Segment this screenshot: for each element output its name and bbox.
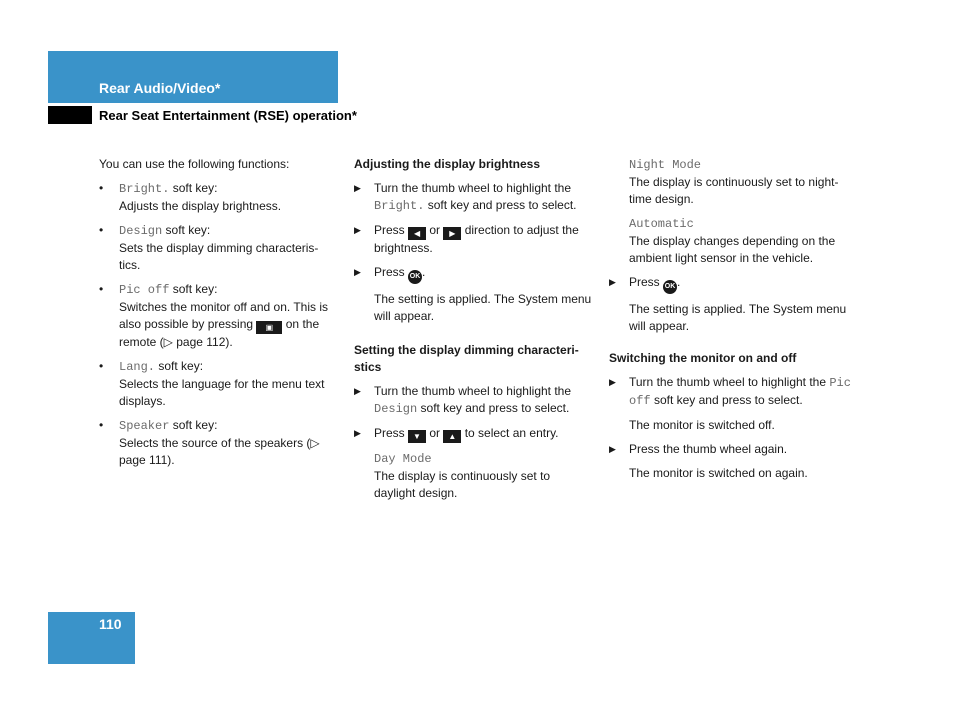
- softkey-name: Design: [374, 402, 418, 416]
- heading-dimming: Setting the display dimming characteri-stics: [354, 343, 579, 374]
- list-item: • Pic off soft key: Switches the monitor off and on. This is also possible by pressing ▣ on the remote (▷ page 112).: [99, 282, 328, 349]
- step-item: ▶ Turn the thumb wheel to highlight the Bright. soft key and press to select.: [354, 181, 577, 213]
- up-key-icon: ▲: [443, 430, 461, 443]
- item-description: Adjusts the display brightness.: [119, 199, 282, 213]
- section-subtitle: Rear Seat Entertainment (RSE) operation*: [99, 108, 357, 123]
- arrow-icon: ▶: [354, 267, 361, 277]
- page-number: 110: [99, 616, 122, 632]
- arrow-icon: ▶: [354, 428, 361, 438]
- option-description: The display changes depending on the ambient light sensor in the vehicle.: [629, 234, 836, 265]
- softkey-name: Design: [119, 224, 163, 238]
- bullet-icon: •: [99, 282, 104, 296]
- softkey-name: Lang.: [119, 360, 156, 374]
- step-item: ▶ Press ▼ or ▲ to select an entry.: [354, 426, 559, 441]
- entry-option: [609, 215, 854, 267]
- option-description: The display is continuously set to daylight design.: [374, 469, 551, 500]
- softkey-name: Bright.: [374, 199, 425, 213]
- bullet-icon: •: [99, 418, 104, 432]
- step-item: ▶ Press OK .: [354, 264, 594, 284]
- ok-button-icon: OK: [408, 270, 422, 284]
- list-item: • Speaker soft key: Selects the source of the speakers (▷ page 111).: [99, 418, 320, 467]
- left-key-icon: ◀: [408, 227, 426, 240]
- arrow-icon: ▶: [354, 225, 361, 235]
- item-description: Selects the source of the speakers (▷ page 111).: [119, 436, 320, 467]
- step-item: ▶ Press the thumb wheel again.: [609, 442, 788, 456]
- step-item: ▶ Press OK .: [609, 274, 854, 294]
- intro-text: You can use the following functions:: [99, 157, 290, 171]
- bullet-icon: •: [99, 181, 104, 195]
- heading-brightness: Adjusting the display brightness: [354, 157, 541, 171]
- step-result: The setting is applied. The System menu will appear.: [374, 292, 592, 323]
- list-item: • Bright. soft key: Adjusts the display brightness.: [99, 181, 282, 213]
- softkey-name: Bright.: [119, 182, 170, 196]
- item-description: Switches the monitor off and on. This is also possible by pressing: [119, 300, 328, 331]
- arrow-icon: ▶: [609, 377, 616, 387]
- monitor-button-icon: ▣: [256, 321, 282, 334]
- softkey-name: Speaker: [119, 419, 170, 433]
- list-item: • Lang. soft key: Selects the language for the menu text displays.: [99, 359, 325, 408]
- heading-switching: Switching the monitor on and off: [609, 351, 797, 365]
- step-result: The setting is applied. The System menu will appear.: [629, 302, 847, 333]
- arrow-icon: ▶: [609, 444, 616, 454]
- down-key-icon: ▼: [408, 430, 426, 443]
- softkey-name: Pic off: [629, 376, 851, 408]
- step-item: ▶ Turn the thumb wheel to highlight the Pic off soft key and press to select.: [609, 375, 851, 408]
- option-name: Day Mode: [374, 452, 432, 466]
- section-title: Rear Audio/Video*: [99, 80, 221, 96]
- entry-option: [609, 156, 854, 208]
- list-item: • Design soft key: Sets the display dimming characteris-tics.: [99, 223, 319, 272]
- arrow-icon: ▶: [609, 277, 616, 287]
- column-monitor: [609, 156, 854, 489]
- ok-button-icon: OK: [663, 280, 677, 294]
- step-result: The monitor is switched off.: [629, 418, 775, 432]
- column-functions: [99, 156, 339, 476]
- step-item: ▶ Press ◀ or ▶ direction to adjust the brightness.: [354, 223, 579, 255]
- step-result: The monitor is switched on again.: [629, 466, 808, 480]
- arrow-icon: ▶: [354, 183, 361, 193]
- option-name: Automatic: [629, 217, 694, 231]
- option-name: Night Mode: [629, 158, 702, 172]
- arrow-icon: ▶: [354, 386, 361, 396]
- step-item: ▶ Turn the thumb wheel to highlight the Design soft key and press to select.: [354, 384, 572, 416]
- subheader-marker: [48, 106, 92, 124]
- bullet-icon: •: [99, 223, 104, 237]
- item-description: Selects the language for the menu text displays.: [119, 377, 325, 408]
- entry-option: [354, 450, 594, 502]
- right-key-icon: ▶: [443, 227, 461, 240]
- column-brightness: [354, 156, 594, 509]
- bullet-icon: •: [99, 359, 104, 373]
- item-description: Sets the display dimming characteris-tics.: [119, 241, 319, 272]
- softkey-name: Pic off: [119, 283, 170, 297]
- option-description: The display is continuously set to night-time design.: [629, 175, 839, 206]
